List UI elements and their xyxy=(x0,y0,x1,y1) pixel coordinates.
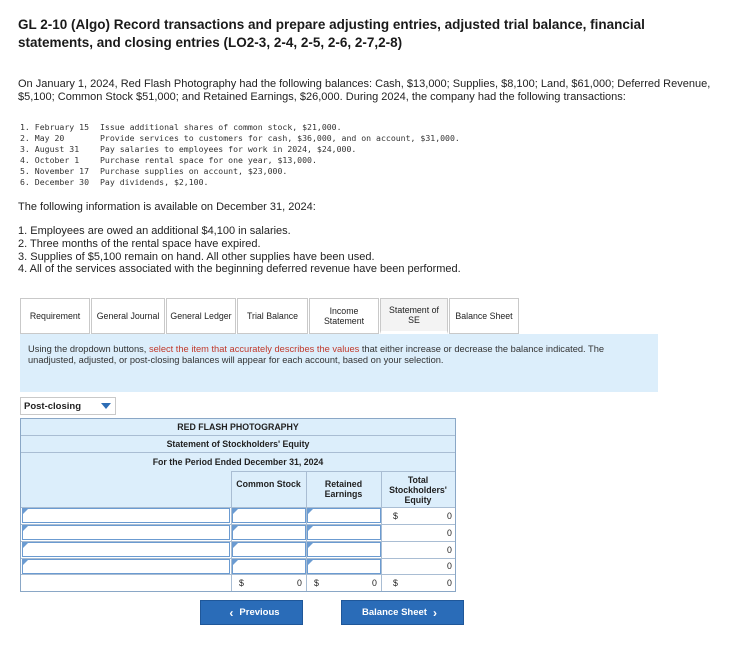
transaction-item: 1. February 15 Issue additional shares of common stock, $21,000. xyxy=(20,122,342,132)
total-value: 0 xyxy=(447,561,452,571)
statement-row-description-input[interactable] xyxy=(22,508,230,523)
statement-row-description-input[interactable] xyxy=(22,542,230,557)
statement-of-stockholders-equity xyxy=(20,418,456,592)
tab-income-statement[interactable]: Income Statement xyxy=(309,298,379,334)
requirement-tabs xyxy=(20,298,520,334)
company-name: RED FLASH PHOTOGRAPHY xyxy=(177,422,299,432)
instructions-panel: Using the dropdown buttons, select the item that accurately describes the values that either increase or decrease the balance indicated. The unadjusted, adjusted, or post-closing balances will appear for each account, based on your selection. xyxy=(20,334,658,392)
chevron-left-icon: ‹ xyxy=(229,605,234,620)
tab-balance-sheet[interactable]: Balance Sheet xyxy=(449,298,519,334)
previous-button[interactable]: ‹ Previous xyxy=(200,600,303,625)
statement-row-description-input[interactable] xyxy=(22,559,230,574)
transaction-item: 3. August 31 Pay salaries to employees for work in 2024, $24,000. xyxy=(20,144,357,154)
common-stock-input[interactable] xyxy=(232,542,306,557)
common-stock-input[interactable] xyxy=(232,525,306,540)
transactions-list xyxy=(20,122,460,188)
statement-row-description-input[interactable] xyxy=(22,525,230,540)
info-item: 4. All of the services associated with the beginning deferred revenue have been performed. xyxy=(18,263,461,276)
additional-info-list xyxy=(18,225,461,276)
problem-title: GL 2-10 (Algo) Record transactions and prepare adjusting entries, adjusted trial balance, financial statements, and closing entries (LO2-3, 2-4, 2-5, 2-6, 2-7,2-8) xyxy=(18,17,645,50)
column-retained-earnings: Retained Earnings xyxy=(324,479,363,499)
currency-symbol: $ xyxy=(314,578,319,588)
next-balance-sheet-button[interactable]: Balance Sheet › xyxy=(341,600,464,625)
currency-symbol: $ xyxy=(393,578,398,588)
statement-period: For the Period Ended December 31, 2024 xyxy=(152,457,324,467)
problem-intro: On January 1, 2024, Red Flash Photography had the following balances: Cash, $13,000; Supplies, $8,100; Land, $61,000; Deferred Revenue, $5,100; Common Stock $51,000; and Retained Earnings, $26,000. During 2024, the company had the following transactions: xyxy=(18,78,711,103)
column-common-stock: Common Stock xyxy=(236,479,301,489)
tab-general-ledger[interactable]: General Ledger xyxy=(166,298,236,334)
column-total-equity: Total Stockholders' Equity xyxy=(389,475,447,505)
available-info-heading: The following information is available on December 31, 2024: xyxy=(18,201,316,213)
transaction-item: 2. May 20 Provide services to customers for cash, $36,000, and on account, $31,000. xyxy=(20,133,460,143)
transaction-item: 6. December 30 Pay dividends, $2,100. xyxy=(20,177,209,187)
currency-symbol: $ xyxy=(393,511,398,521)
transaction-item: 4. October 1 Purchase rental space for one year, $13,000. xyxy=(20,155,317,165)
tab-general-journal[interactable]: General Journal xyxy=(91,298,165,334)
tab-trial-balance[interactable]: Trial Balance xyxy=(237,298,308,334)
total-equity-total: 0 xyxy=(447,578,452,588)
retained-earnings-input[interactable] xyxy=(307,525,381,540)
statement-name: Statement of Stockholders' Equity xyxy=(166,439,310,449)
instructions-highlight: select the item that accurately describes the values xyxy=(148,344,360,354)
chevron-down-icon xyxy=(101,403,111,409)
total-value: 0 xyxy=(447,528,452,538)
chevron-right-icon: › xyxy=(432,605,437,620)
info-item: 1. Employees are owed an additional $4,100 in salaries. xyxy=(18,225,291,237)
info-item: 3. Supplies of $5,100 remain on hand. All other supplies have been used. xyxy=(18,250,375,263)
total-value: 0 xyxy=(447,511,452,521)
retained-earnings-total: 0 xyxy=(372,578,377,588)
retained-earnings-input[interactable] xyxy=(307,559,381,574)
common-stock-total: 0 xyxy=(297,578,302,588)
common-stock-input[interactable] xyxy=(232,508,306,523)
currency-symbol: $ xyxy=(239,578,244,588)
transaction-item: 5. November 17 Purchase supplies on account, $23,000. xyxy=(20,166,288,176)
retained-earnings-input[interactable] xyxy=(307,508,381,523)
dropdown-selected: Post-closing xyxy=(24,400,82,412)
retained-earnings-input[interactable] xyxy=(307,542,381,557)
tab-requirement[interactable]: Requirement xyxy=(20,298,90,334)
common-stock-input[interactable] xyxy=(232,559,306,574)
tab-statement-of-se[interactable]: Statement of SE xyxy=(380,298,448,334)
balance-type-dropdown[interactable] xyxy=(20,397,116,415)
info-item: 2. Three months of the rental space have expired. xyxy=(18,237,261,250)
total-value: 0 xyxy=(447,545,452,555)
